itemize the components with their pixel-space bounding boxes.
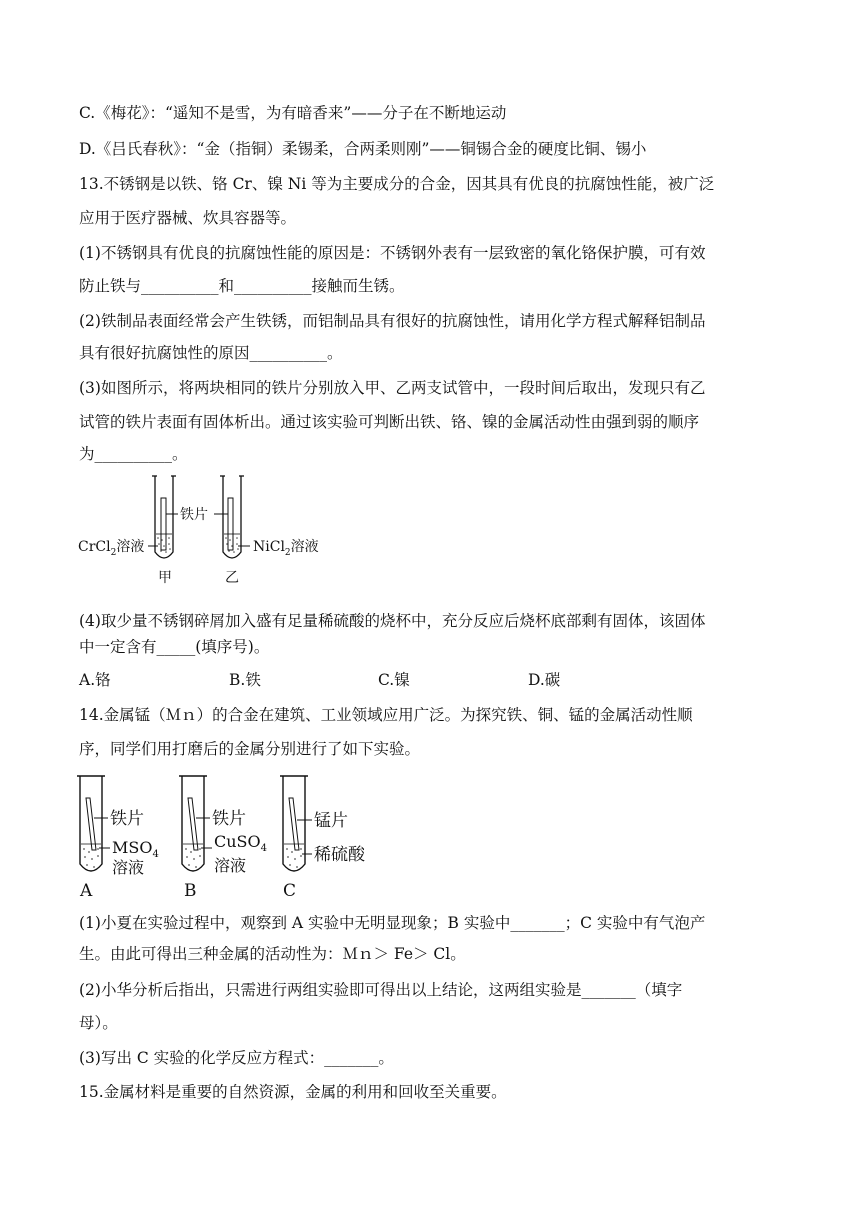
label-crcl2-solution: CrCl$_2$溶液 — [78, 539, 145, 558]
option-a: A.铬 — [79, 671, 111, 689]
q14-part1-cont: 生。由此可得出三种金属的活动性为：Ｍｎ＞ Fe＞ Cl。 — [79, 945, 466, 963]
label-b-solution: CuSO$_4$ — [214, 832, 267, 854]
q14-part3: (3)写出 C 实验的化学反应方程式：_______。 — [79, 1049, 394, 1067]
q14-part1: (1)小夏在实验过程中，观察到 A 实验中无明显现象；B 实验中_______；C 实验中有气泡产 — [79, 914, 706, 932]
option-c: C.镍 — [378, 671, 410, 689]
q13-part3-cont: 试管的铁片表面有固体析出。通过该实验可判断出铁、铬、镍的金属活动性由强到弱的顺序 — [79, 413, 700, 431]
label-tube-b: B — [184, 881, 197, 900]
label-tube-jia: 甲 — [158, 570, 172, 586]
question-15-stem: 15.金属材料是重要的自然资源，金属的利用和回收至关重要。 — [79, 1083, 507, 1101]
label-a-solution: $MSO_4$ — [112, 838, 159, 860]
label-tube-a: A — [80, 881, 93, 900]
solution-dots-a — [81, 844, 101, 868]
q13-part3-blank-line: 为__________。 — [79, 445, 188, 463]
label-tube-yi: 乙 — [225, 570, 239, 586]
test-tube-figure-1 — [78, 470, 338, 586]
option-d: D.碳 — [528, 671, 561, 689]
solution-dots-c — [284, 844, 304, 868]
label-a-solution-word: 溶液 — [112, 858, 145, 877]
question-13-stem-cont: 应用于医疗器械、炊具容器等。 — [79, 209, 297, 227]
q13-part4: (4)取少量不锈钢碎屑加入盛有足量稀硫酸的烧杯中，充分反应后烧杯底部剩有固体，该固体 — [79, 612, 706, 630]
question-13-stem: 13.不锈钢是以铁、铬 Cr、镍 Ni 等为主要成分的合金，因其具有优良的抗腐蚀性能，被广泛 — [79, 175, 715, 193]
test-tube-b — [179, 776, 207, 871]
option-c-text: C.《梅花》：“遥知不是雪，为有暗香来”——分子在不断地运动 — [79, 104, 507, 122]
solution-dots-b — [183, 844, 203, 868]
test-tube-c — [280, 776, 308, 871]
q13-part3: (3)如图所示，将两块相同的铁片分别放入甲、乙两支试管中，一段时间后取出，发现只有乙 — [79, 379, 706, 397]
q14-part2-cont: 母）。 — [79, 1014, 118, 1032]
option-b: B.铁 — [229, 671, 261, 689]
question-14-stem: 14.金属锰（Ｍｎ）的合金在建筑、工业领域应用广泛。为探究铁、铜、锰的金属活动性顺 — [79, 706, 693, 724]
option-d-text: D.《吕氏春秋》：“金（指铜）柔锡柔，合两柔则刚”——铜锡合金的硬度比铜、锡小 — [79, 140, 647, 158]
q13-part1-blank-line: 防止铁与__________和__________接触而生锈。 — [79, 277, 405, 295]
test-tube-a — [77, 776, 105, 871]
label-b-solution-word: 溶液 — [214, 856, 247, 875]
q13-part1: (1)不锈钢具有优良的抗腐蚀性能的原因是：不锈钢外表有一层致密的氧化铬保护膜，可有效 — [79, 244, 706, 262]
label-iron-piece: 铁片 — [180, 507, 208, 523]
label-tube-c: C — [283, 881, 297, 900]
q14-part2: (2)小华分析后指出，只需进行两组实验即可得出以上结论，这两组实验是_______（填字 — [79, 981, 683, 999]
test-tube-figure-2 — [72, 772, 392, 900]
question-14-stem-cont: 序，同学们用打磨后的金属分别进行了如下实验。 — [79, 740, 421, 758]
label-b-iron: 铁片 — [212, 809, 246, 829]
label-c-sulfuric-acid: 稀硫酸 — [314, 845, 365, 865]
q13-part4-cont: 中一定含有_____(填序号)。 — [79, 638, 270, 656]
label-a-iron: 铁片 — [110, 809, 144, 829]
q13-part2-blank-line: 具有很好抗腐蚀性的原因__________。 — [79, 344, 343, 362]
q13-part2: (2)铁制品表面经常会产生铁锈，而铝制品具有很好的抗腐蚀性，请用化学方程式解释铝制品 — [79, 312, 706, 330]
label-nicl2-solution: NiCl$_2$溶液 — [253, 539, 319, 558]
label-c-manganese: 锰片 — [314, 811, 348, 831]
